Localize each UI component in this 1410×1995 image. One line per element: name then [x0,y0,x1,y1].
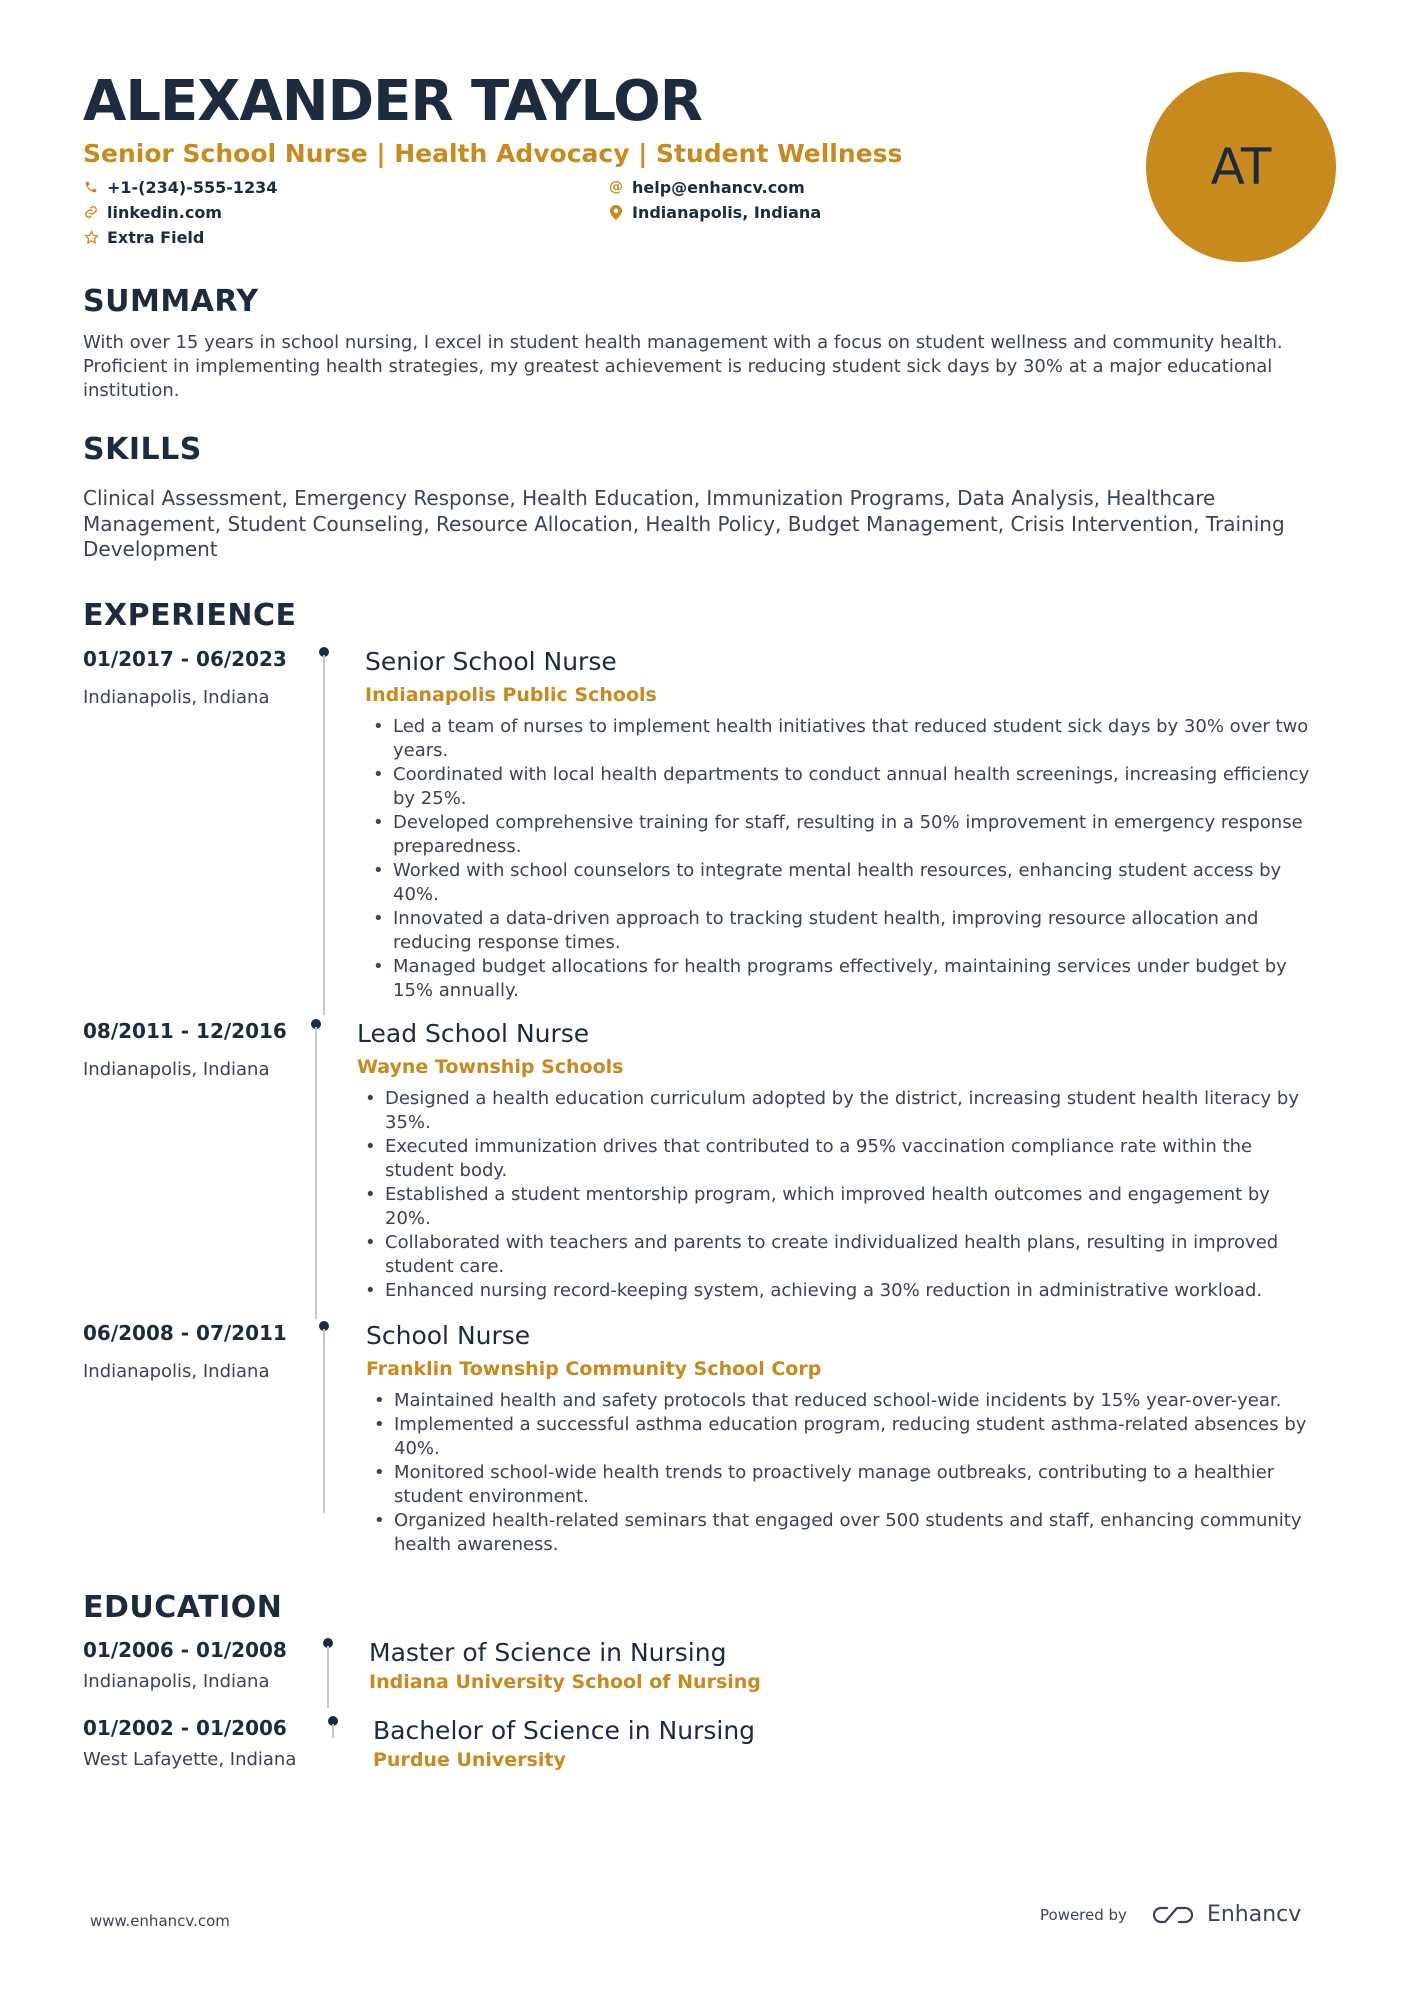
experience-heading: EXPERIENCE [83,598,297,633]
timeline-line [327,1646,329,1708]
location-text: Indianapolis, Indiana [632,202,822,222]
bullet: • Organized health-related seminars that engaged over 500 students and staff, enhancing community health awareness. [366,1509,1326,1557]
summary-text: With over 15 years in school nursing, I excel in student health management with a focus on student wellness and community health. Proficient in implementing health strategies, my greatest achievement is reducing student sick days by 30% at a major educational institution. [83,332,1283,401]
resume-header [83,68,1083,256]
brand-logo[interactable] [1153,1902,1301,1927]
contact-location [608,201,821,223]
bullet: • Implemented a successful asthma education program, reducing student asthma-related absences by 40%. [366,1413,1326,1461]
powered-by-label: Powered by [1040,1905,1127,1924]
location-pin-icon [608,204,624,220]
job-title: Senior School Nurse [365,647,617,676]
candidate-name: ALEXANDER TAYLOR [83,69,702,134]
brand-name: Enhancv [1206,1902,1302,1927]
skills-text: Clinical Assessment, Emergency Response, Health Education, Immunization Programs, Data Analysis, Healthcare Management, Student Counseling, Resource Allocation, Health Policy, Budget Management, Crisis Intervention, Training Development [83,486,1285,561]
timeline-line [323,655,325,1015]
contact-info [83,176,1083,256]
extra-text: Extra Field [107,227,205,247]
experience-dates: 01/2017 - 06/2023 [83,647,287,671]
phone-text: +1-(234)-555-1234 [107,177,278,197]
education-heading: EDUCATION [83,1590,283,1625]
contact-extra [83,226,204,248]
education-location: West Lafayette, Indiana [83,1749,297,1770]
degree-title: Bachelor of Science in Nursing [373,1716,756,1745]
link-icon [83,204,99,220]
company-name: Franklin Township Community School Corp [366,1358,822,1380]
bullet: • Monitored school-wide health trends to proactively manage outbreaks, contributing to a healthier student environment. [366,1461,1326,1509]
bullet: • Designed a health education curriculum adopted by the district, increasing student health literacy by 35%. [357,1087,1317,1135]
education-location: Indianapolis, Indiana [83,1671,270,1692]
degree-title: Master of Science in Nursing [369,1638,727,1667]
footer-website[interactable]: www.enhancv.com [90,1912,230,1930]
experience-location: Indianapolis, Indiana [83,687,270,708]
footer-branding [1040,1902,1301,1927]
bullet: • Innovated a data-driven approach to tracking student health, improving resource allocation and reducing response times. [365,907,1325,955]
contact-phone[interactable] [83,176,277,198]
job-title: School Nurse [366,1321,531,1350]
bullet: • Collaborated with teachers and parents to create individualized health plans, resulting in improved student care. [357,1231,1317,1279]
experience-location: Indianapolis, Indiana [83,1059,270,1080]
summary-heading: SUMMARY [83,284,259,319]
company-name: Wayne Township Schools [357,1056,624,1078]
bullet: • Coordinated with local health departments to conduct annual health screenings, increasing efficiency by 25%. [365,763,1325,811]
email-text: help@enhancv.com [632,177,805,197]
education-dates: 01/2002 - 01/2006 [83,1716,287,1740]
star-icon [83,229,99,245]
job-bullets [365,715,1325,1003]
bullet: • Developed comprehensive training for staff, resulting in a 50% improvement in emergency response preparedness. [365,811,1325,859]
linkedin-text: linkedin.com [107,202,222,222]
bullet: • Established a student mentorship program, which improved health outcomes and engagement by 20%. [357,1183,1317,1231]
bullet: • Led a team of nurses to implement health initiatives that reduced student sick days by 30% over two years. [365,715,1325,763]
timeline-line [315,1027,317,1319]
school-name: Indiana University School of Nursing [369,1671,761,1693]
bullet: • Enhanced nursing record-keeping system, achieving a 30% reduction in administrative workload. [357,1279,1317,1303]
experience-location: Indianapolis, Indiana [83,1361,270,1382]
bullet: • Executed immunization drives that contributed to a 95% vaccination compliance rate within the student body. [357,1135,1317,1183]
experience-dates: 08/2011 - 12/2016 [83,1019,287,1043]
bullet: • Managed budget allocations for health programs effectively, maintaining services under budget by 15% annually. [365,955,1325,1003]
company-name: Indianapolis Public Schools [365,684,657,706]
skills-heading: SKILLS [83,432,202,467]
phone-icon [83,179,99,195]
contact-email[interactable] [608,176,805,198]
school-name: Purdue University [373,1749,566,1771]
avatar: AT [1146,72,1336,262]
bullet: • Maintained health and safety protocols that reduced school-wide incidents by 15% year-over-year. [366,1389,1326,1413]
bullet: • Worked with school counselors to integrate mental health resources, enhancing student access by 40%. [365,859,1325,907]
job-bullets [366,1389,1326,1557]
timeline-line [323,1329,325,1513]
contact-linkedin[interactable] [83,201,222,223]
job-title: Lead School Nurse [357,1019,590,1048]
timeline-line [332,1724,334,1738]
education-dates: 01/2006 - 01/2008 [83,1638,287,1662]
headline: Senior School Nurse | Health Advocacy | Student Wellness [83,139,903,168]
experience-dates: 06/2008 - 07/2011 [83,1321,287,1345]
at-icon: @ [609,179,623,195]
enhancv-logo-icon [1153,1904,1199,1926]
job-bullets [357,1087,1317,1303]
